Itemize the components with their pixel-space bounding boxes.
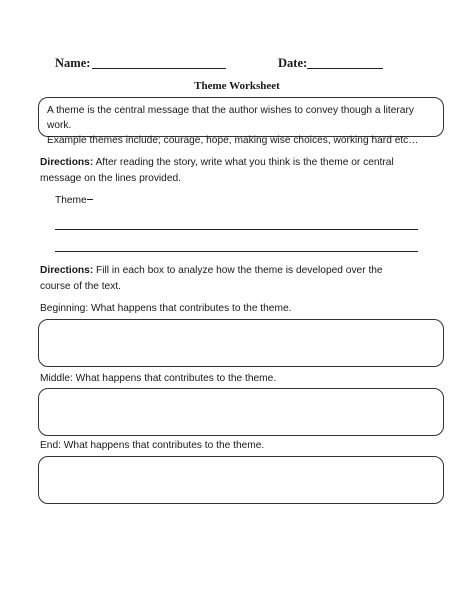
end-answer-box[interactable] [38,456,444,504]
theme-definition-box [38,97,444,146]
beginning-prompt: Beginning: What happens that contributes to the theme. [40,303,292,314]
name-label: Name: [55,56,91,70]
directions-2-line-2: course of the text. [40,280,121,292]
theme-answer-line-1[interactable] [55,229,418,230]
directions-1 [40,155,440,186]
directions-2-text: Fill in each box to analyze how the theme is developed over the [93,265,383,276]
name-write-line[interactable] [92,68,226,69]
theme-label: Theme [55,195,87,206]
middle-prompt: Middle: What happens that contributes to the theme. [40,373,277,384]
theme-label-row [55,195,93,206]
directions-1-line-1 [40,155,440,171]
date-write-line[interactable] [307,68,383,69]
end-prompt: End: What happens that contributes to the theme. [40,440,265,451]
theme-dash [87,199,93,200]
definition-line-1: A theme is the central message that the author wishes to convey though a literary work. [47,105,414,131]
definition-line-2: Example themes include; courage, hope, making wise choices, working hard etc… [47,135,419,146]
theme-answer-line-2[interactable] [55,251,418,252]
middle-answer-box[interactable] [38,388,444,436]
directions-2 [40,263,440,294]
date-label: Date: [278,56,308,70]
directions-1-line-2: message on the lines provided. [40,172,182,184]
beginning-answer-box[interactable] [38,319,444,367]
directions-2-line-1 [40,263,440,279]
directions-1-label: Directions: [40,157,94,168]
worksheet-title: Theme Worksheet [194,80,280,92]
directions-2-label: Directions: [40,265,94,276]
directions-1-text: After reading the story, write what you think is the theme or central [93,157,394,168]
